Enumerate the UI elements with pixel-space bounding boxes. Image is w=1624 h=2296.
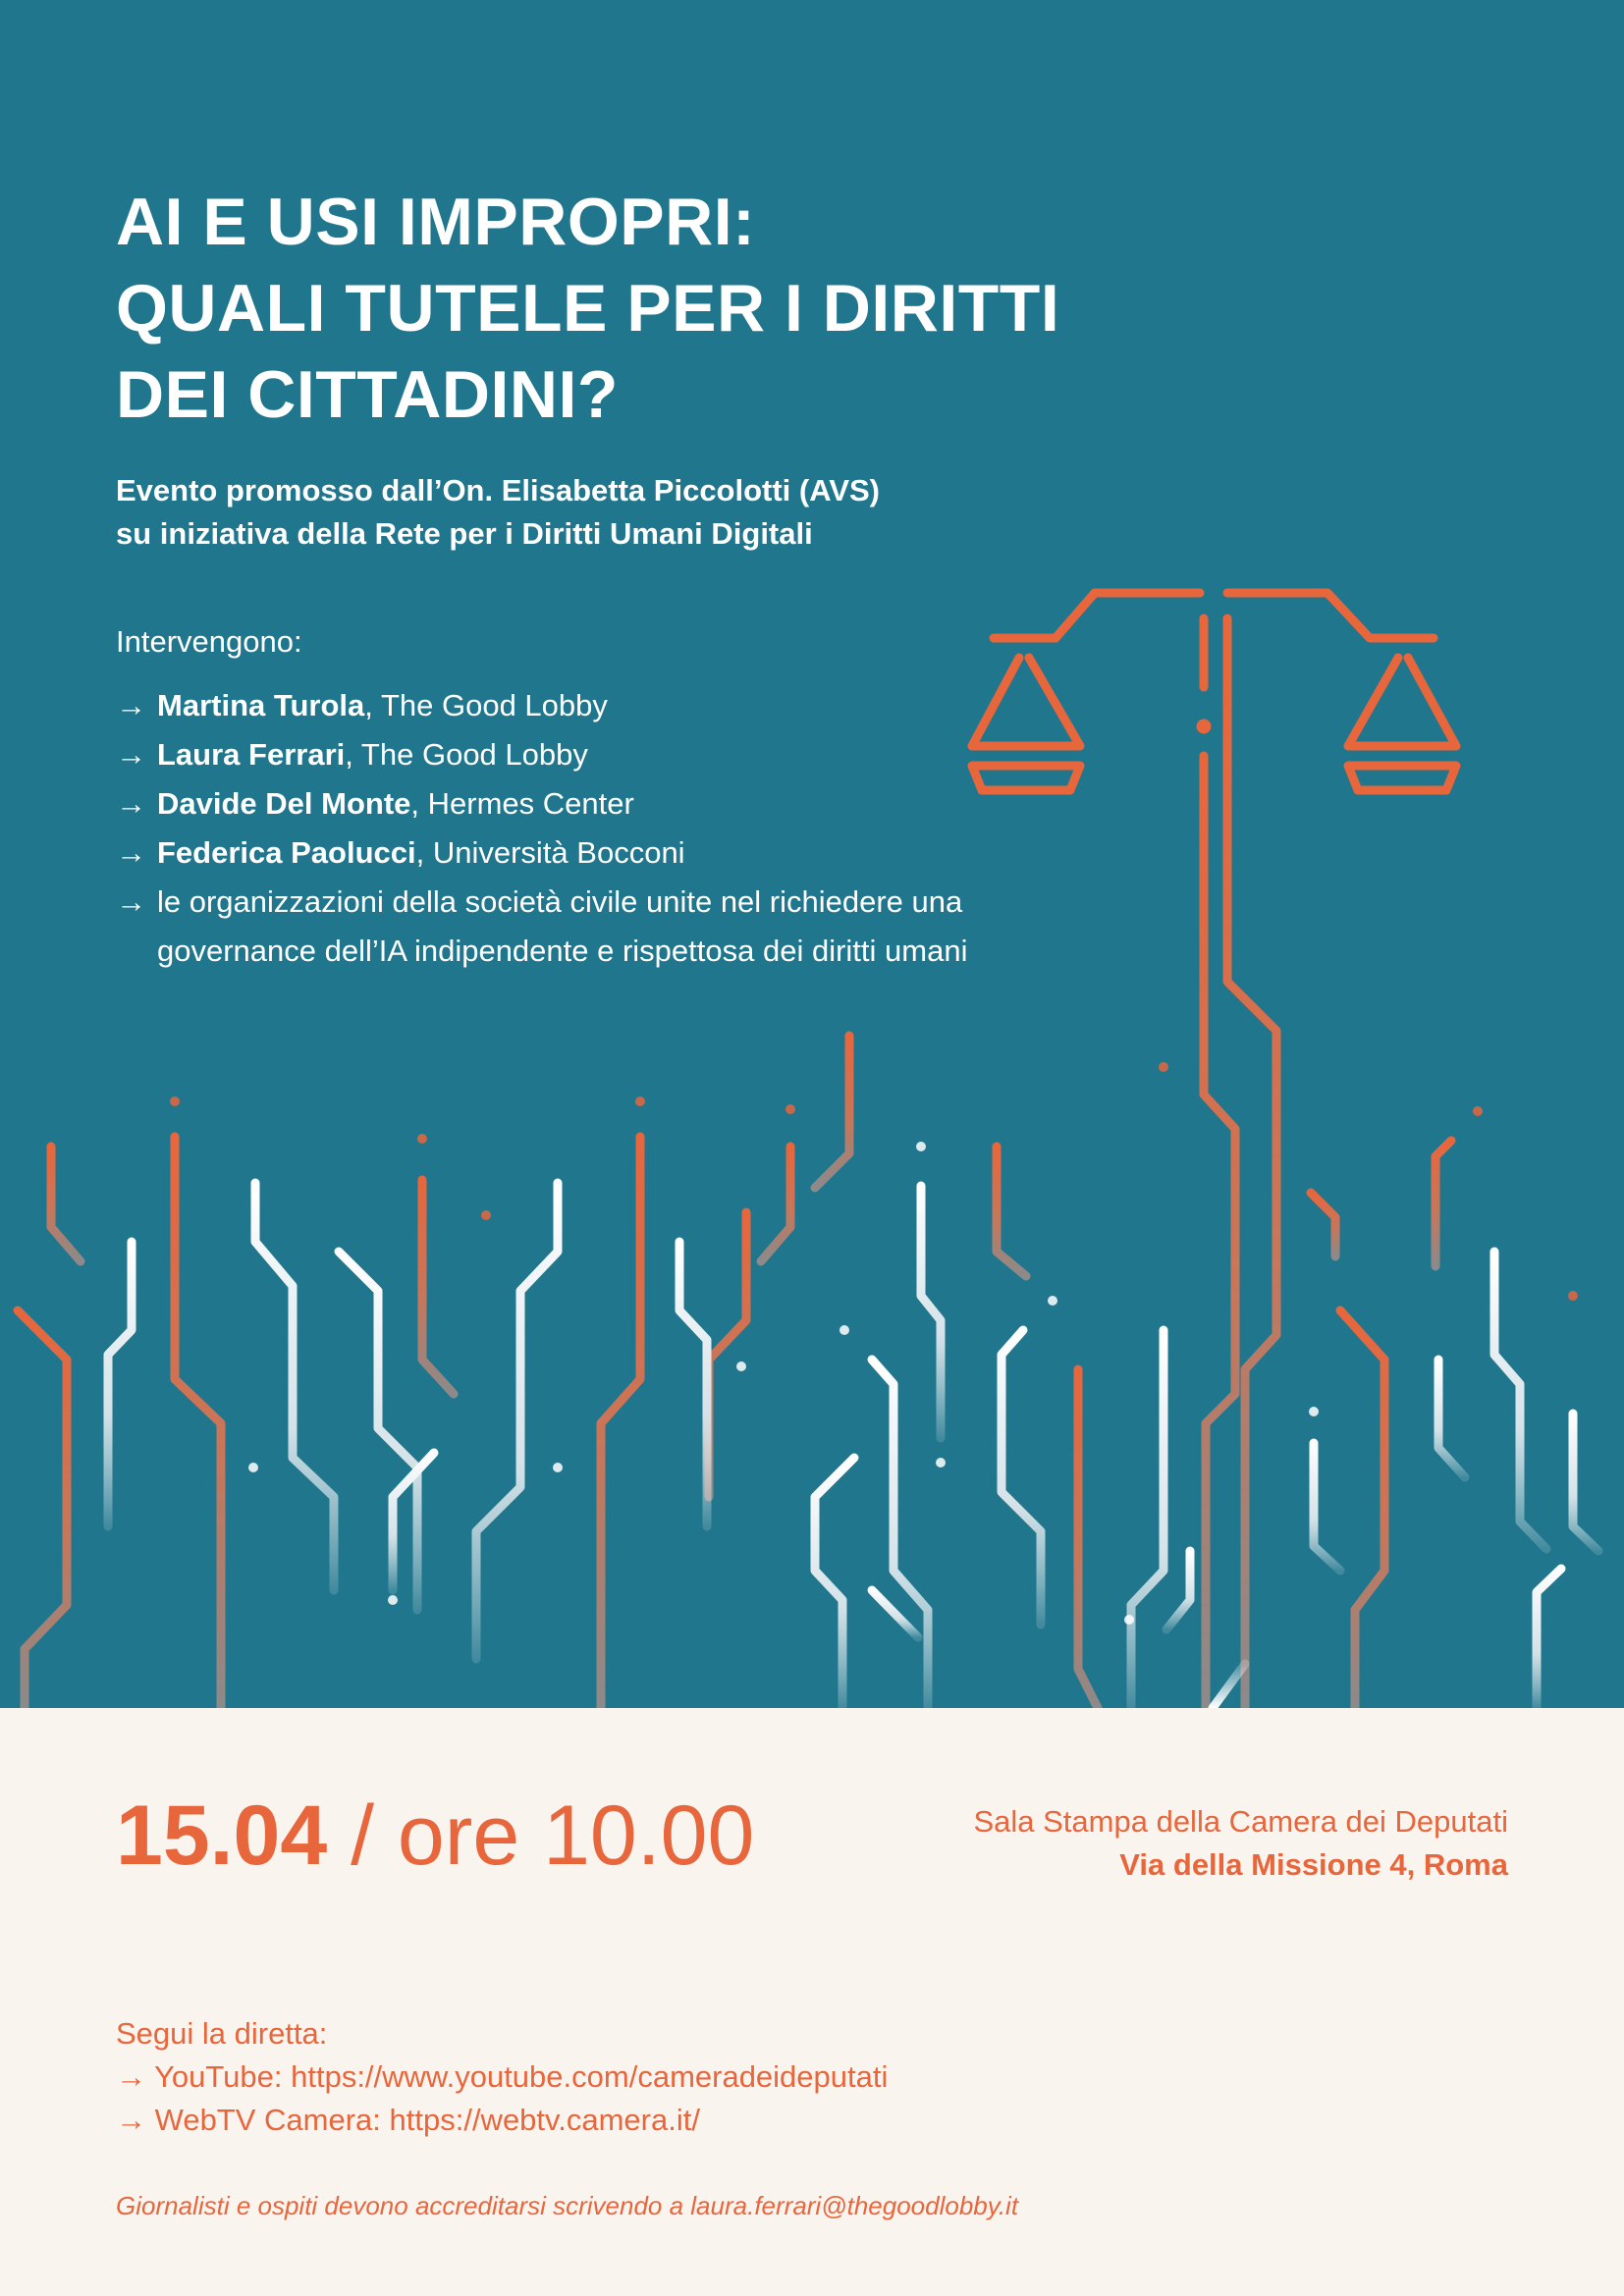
date-time-separator: / (327, 1789, 398, 1883)
speaker-item (116, 681, 1098, 730)
speaker-item-organizations (116, 878, 1098, 976)
speakers-intro: Intervengono: (116, 624, 302, 659)
speaker-name: Davide Del Monte (157, 786, 411, 821)
organizations-line-1: le organizzazioni della società civile unite nel richiedere una (157, 884, 963, 919)
speaker-org: , The Good Lobby (364, 688, 608, 722)
arrow-right-icon: → (116, 688, 146, 722)
venue-name: Sala Stampa della Camera dei Deputati (973, 1804, 1508, 1839)
speaker-org: , Università Bocconi (415, 835, 685, 870)
event-title (116, 179, 1059, 438)
accreditation-note: Giornalisti e ospiti devono accreditarsi scrivendo a laura.ferrari@thegoodlobby.it (116, 2191, 1019, 2220)
venue-address: Via della Missione 4, Roma (1119, 1847, 1508, 1882)
event-date: 15.04 (116, 1789, 328, 1883)
arrow-right-icon: → (116, 2103, 146, 2137)
live-stream-section (116, 2012, 888, 2142)
arrow-right-icon: → (116, 786, 146, 821)
live-heading: Segui la diretta: (116, 2016, 328, 2051)
arrow-right-icon: → (116, 835, 146, 870)
webtv-link[interactable]: WebTV Camera: https://webtv.camera.it/ (154, 2103, 700, 2137)
event-venue (973, 1800, 1508, 1887)
speaker-item (116, 828, 1098, 878)
speaker-item (116, 730, 1098, 779)
event-time: ore 10.00 (397, 1789, 755, 1883)
circuit-lines-decoration (18, 1036, 1598, 1708)
title-line-1: AI E USI IMPROPRI: (116, 185, 756, 259)
speaker-name: Martina Turola (157, 688, 365, 722)
speakers-list (116, 681, 1098, 976)
live-link-youtube[interactable] (116, 2056, 888, 2099)
speaker-item (116, 779, 1098, 828)
speaker-name: Laura Ferrari (157, 737, 346, 772)
title-line-3: DEI CITTADINI? (116, 357, 619, 432)
event-datetime (116, 1787, 754, 1885)
arrow-right-icon: → (116, 884, 146, 919)
speaker-org: , Hermes Center (410, 786, 634, 821)
organizations-line-2: governance dell’IA indipendente e rispettosa dei diritti umani (157, 934, 968, 968)
event-subtitle (116, 469, 880, 556)
subtitle-line-1: Evento promosso dall’On. Elisabetta Piccolotti (AVS) (116, 473, 880, 507)
arrow-right-icon: → (116, 737, 146, 772)
title-line-2: QUALI TUTELE PER I DIRITTI (116, 271, 1060, 346)
youtube-link[interactable]: YouTube: https://www.youtube.com/cameradeideputati (154, 2059, 889, 2094)
live-link-webtv[interactable] (116, 2099, 888, 2142)
speaker-org: , The Good Lobby (345, 737, 588, 772)
speaker-name: Federica Paolucci (157, 835, 416, 870)
arrow-right-icon: → (116, 2059, 146, 2094)
subtitle-line-2: su iniziativa della Rete per i Diritti Umani Digitali (116, 516, 813, 551)
